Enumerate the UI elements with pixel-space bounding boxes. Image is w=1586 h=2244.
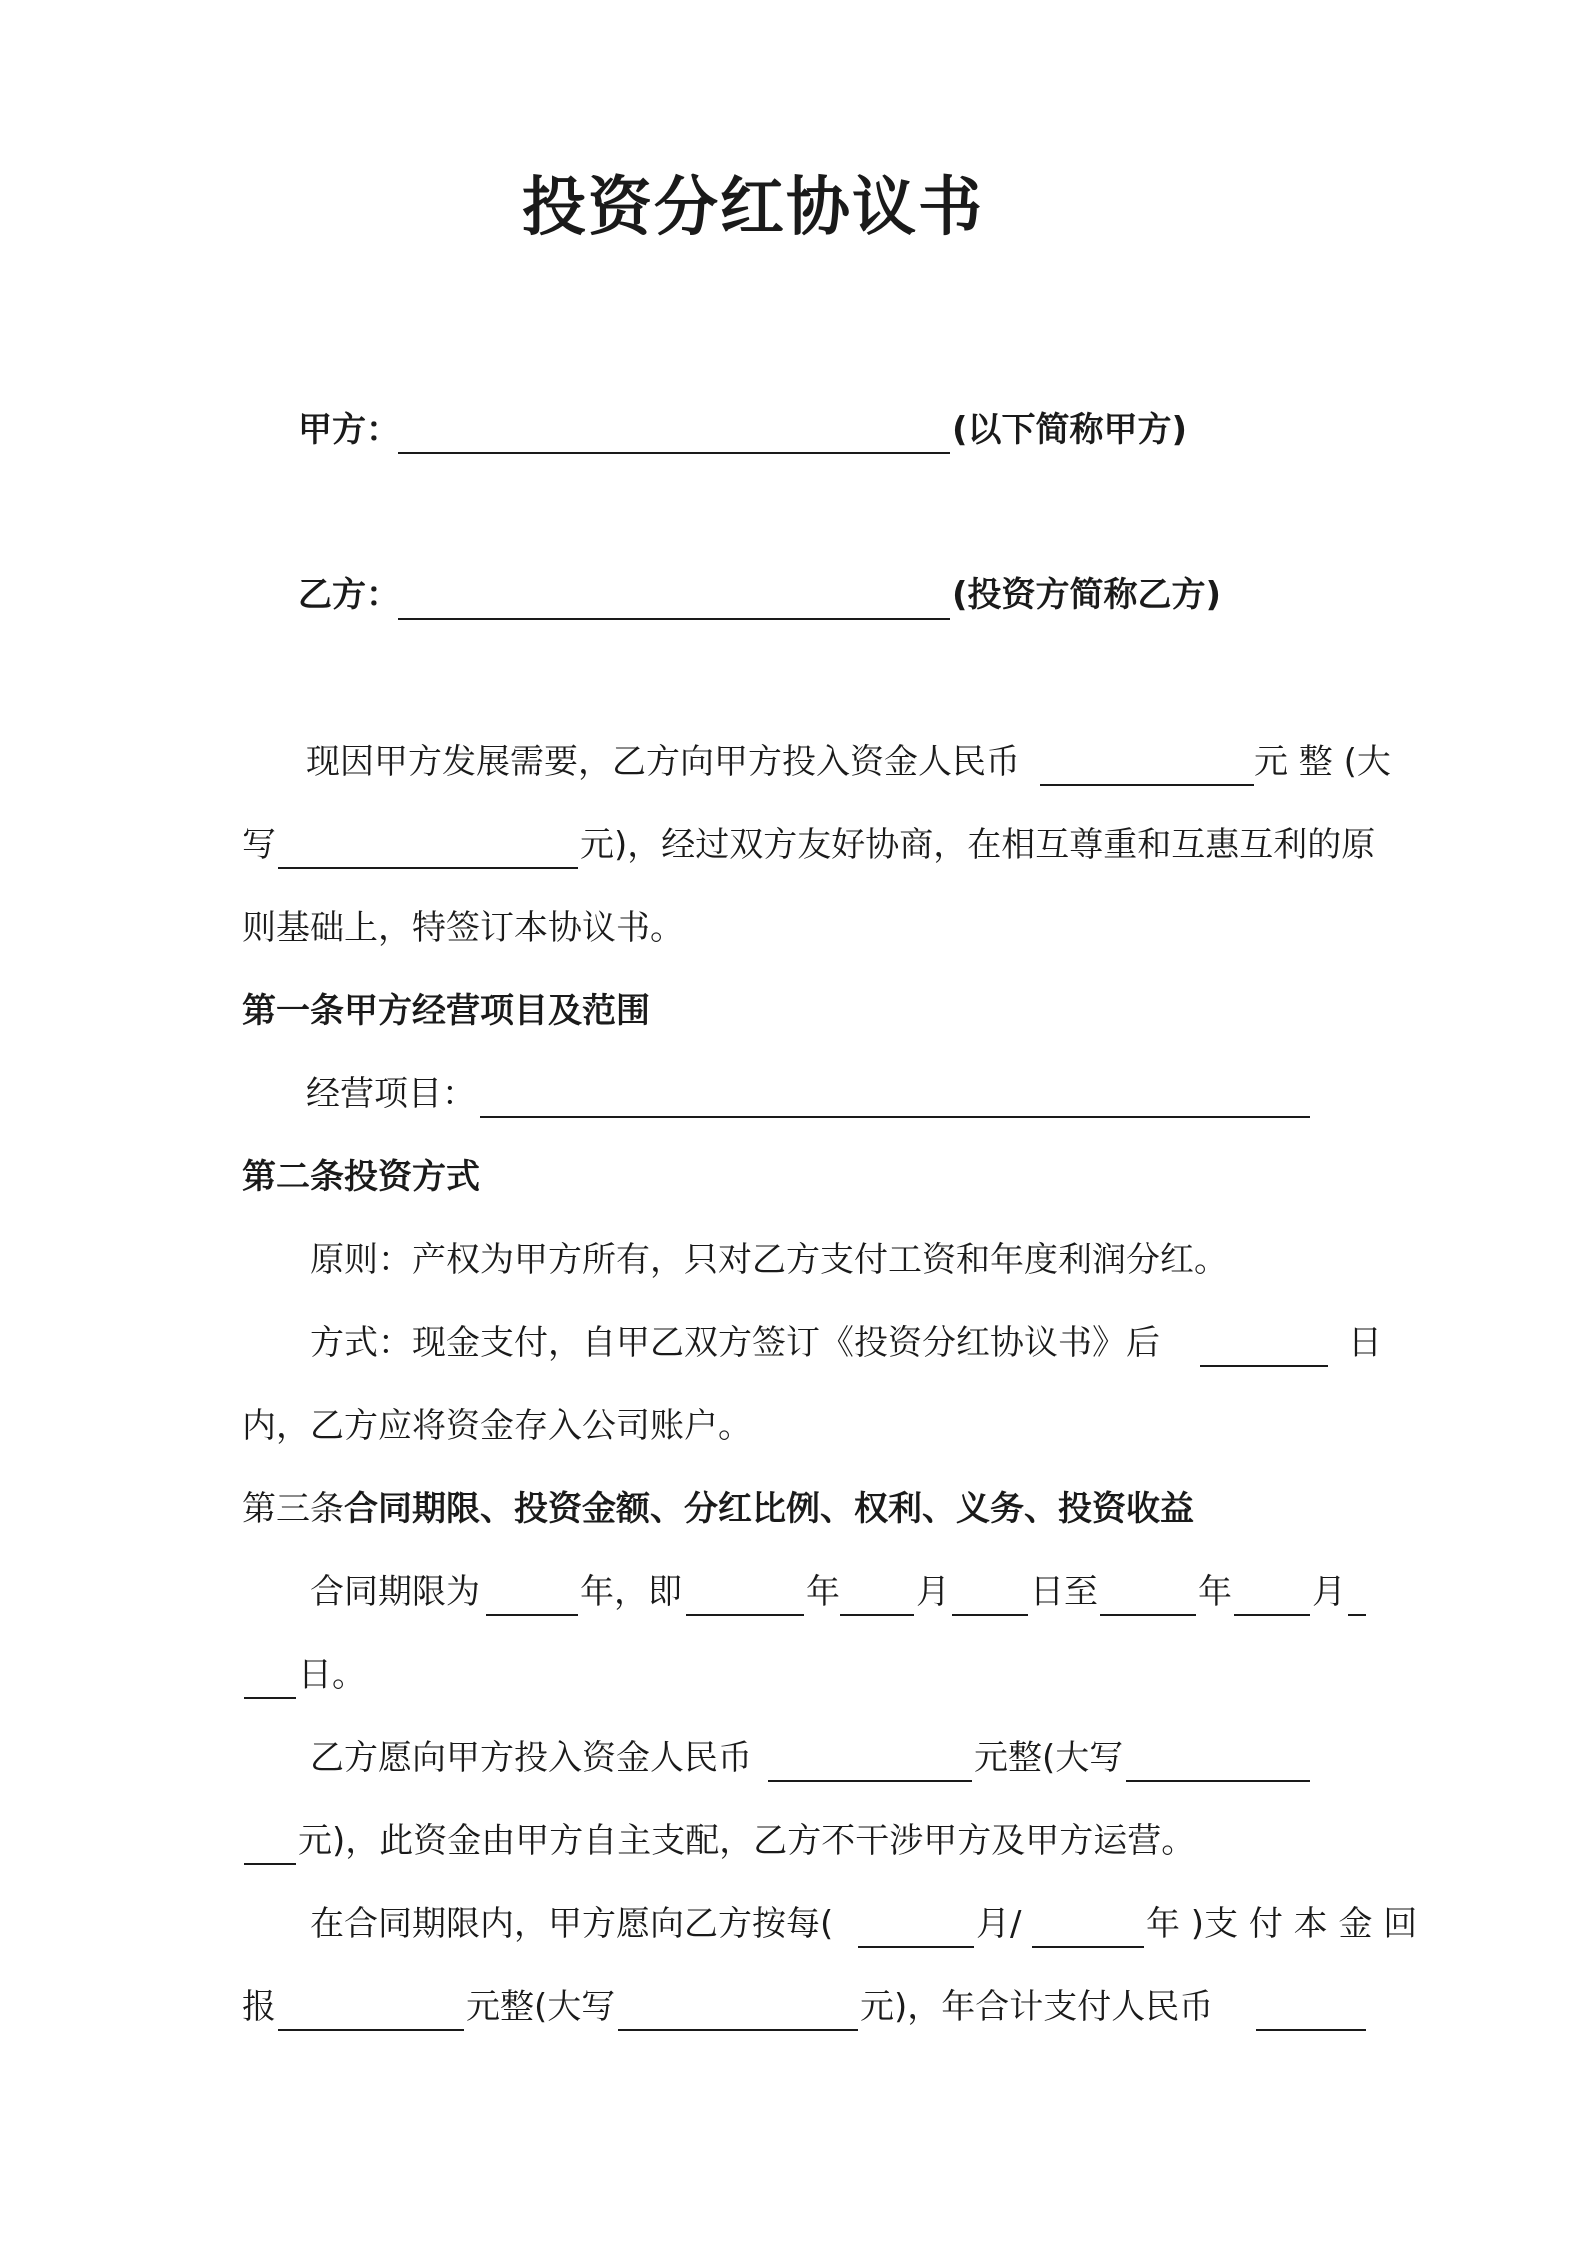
return-amount-prefix: 报 [242, 1987, 276, 2027]
document-title: 投资分红协议书 [522, 171, 984, 245]
party-a-suffix: (以下简称甲方) [952, 410, 1188, 450]
annual-total-label: 元)，年合计支付人民币 [860, 1987, 1214, 2027]
start-month-blank [840, 1614, 914, 1616]
return-uppercase-label: 元整(大写 [466, 1987, 616, 2027]
start-day-blank [952, 1614, 1028, 1616]
investment-method: 方式：现金支付，自甲乙双方签订《投资分红协议书》后 [310, 1323, 1160, 1363]
intro-line-1-end: 元 整 (大 [1254, 742, 1391, 782]
investment-uppercase-blank-part-2 [244, 1863, 296, 1865]
return-years-blank [1032, 1946, 1144, 1948]
investment-principle: 原则：产权为甲方所有，只对乙方支付工资和年度利润分红。 [310, 1240, 1228, 1280]
intro-line-3: 则基础上，特签订本协议书。 [242, 908, 684, 948]
return-uppercase-blank [618, 2029, 858, 2031]
return-month-unit: 月/ [976, 1904, 1022, 1944]
investment-amount-blank [768, 1780, 972, 1782]
end-month-blank [1234, 1614, 1310, 1616]
investment-uppercase-label: 元整(大写 [974, 1738, 1124, 1778]
business-item-blank [480, 1116, 1310, 1118]
article-1-heading: 第一条甲方经营项目及范围 [242, 991, 650, 1031]
end-day-blank-part-1 [1348, 1614, 1366, 1616]
return-amount-blank [278, 2029, 464, 2031]
term-year-unit: 年，即 [580, 1572, 682, 1612]
annual-total-blank [1256, 2029, 1366, 2031]
end-year-unit: 年 [1198, 1572, 1232, 1612]
end-month-unit: 月 [1312, 1572, 1346, 1612]
end-day-blank-part-2 [244, 1697, 296, 1699]
return-months-blank [858, 1946, 974, 1948]
start-year-blank [686, 1614, 804, 1616]
investment-clause: 元)，此资金由甲方自主支配，乙方不干涉甲方及甲方运营。 [298, 1821, 1196, 1861]
investment-uppercase-blank-part-1 [1126, 1780, 1310, 1782]
intro-line-2: 元)，经过双方友好协商，在相互尊重和互惠互利的原 [580, 825, 1376, 865]
article-3-heading: 合同期限、投资金额、分红比例、权利、义务、投资收益 [344, 1489, 1194, 1529]
investment-method-cont: 内，乙方应将资金存入公司账户。 [242, 1406, 752, 1446]
investment-amount-label: 乙方愿向甲方投入资金人民币 [310, 1738, 752, 1778]
end-year-blank [1100, 1614, 1196, 1616]
term-years-blank [486, 1614, 578, 1616]
party-a-blank [398, 452, 950, 454]
method-days-blank [1200, 1365, 1328, 1367]
start-day-unit: 日至 [1030, 1572, 1098, 1612]
end-day-unit: 日。 [298, 1655, 366, 1695]
start-month-unit: 月 [916, 1572, 950, 1612]
party-b-suffix: (投资方简称乙方) [952, 575, 1222, 615]
intro-amount-blank [1040, 784, 1254, 786]
party-b-blank [398, 618, 950, 620]
term-label: 合同期限为 [310, 1572, 480, 1612]
investment-method-days: 日 [1348, 1323, 1382, 1363]
business-item-label: 经营项目： [306, 1074, 476, 1114]
start-year-unit: 年 [806, 1572, 840, 1612]
article-3-prefix: 第三条 [242, 1489, 344, 1529]
intro-line-1: 现因甲方发展需要，乙方向甲方投入资金人民币 [306, 742, 1020, 782]
return-year-unit: 年 )支 付 本 金 回 [1146, 1904, 1418, 1944]
article-2-heading: 第二条投资方式 [242, 1157, 480, 1197]
party-b-label: 乙方： [298, 575, 400, 615]
intro-uppercase-blank [278, 867, 578, 869]
return-schedule-label: 在合同期限内，甲方愿向乙方按每( [310, 1904, 834, 1944]
intro-line-2-start: 写 [242, 825, 276, 865]
party-a-label: 甲方： [298, 410, 400, 450]
